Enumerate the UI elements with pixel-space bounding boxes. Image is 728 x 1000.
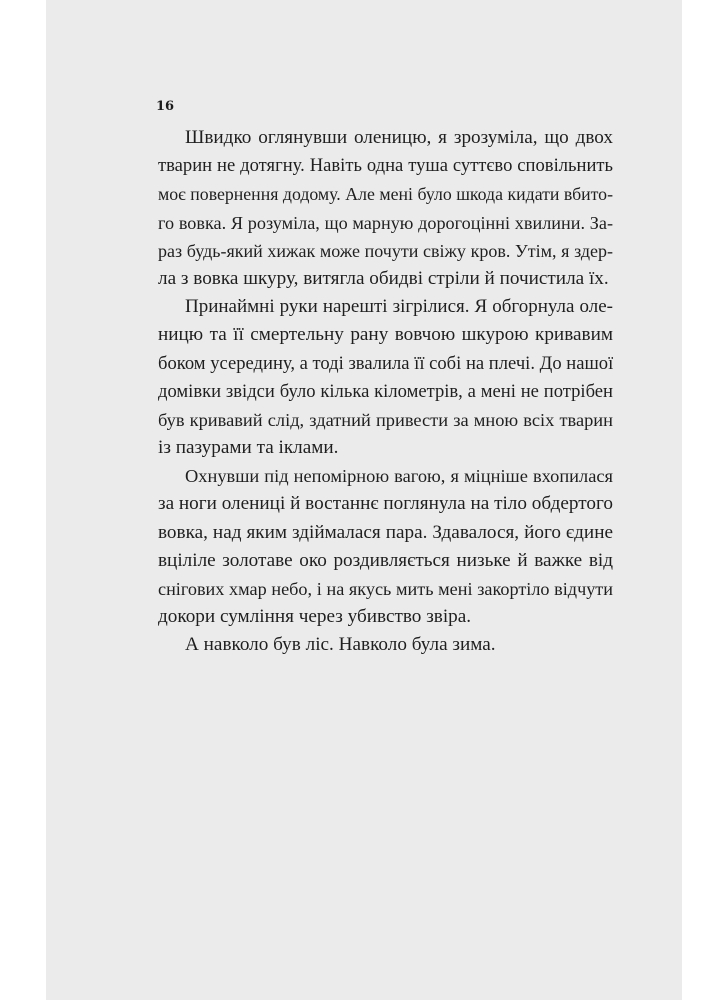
text-line: докори сумління через убивство звіра. xyxy=(158,606,472,628)
text-line: го вовка. Я розуміла, що марную дорогоцінні хвилини. За- xyxy=(158,212,613,233)
paragraph-3 xyxy=(158,462,613,631)
text-line: А навколо був ліс. Навколо була зима. xyxy=(185,634,496,656)
text-line: тварин не дотягну. Навіть одна туша суттєво сповільнить xyxy=(158,155,613,177)
paragraph-2 xyxy=(158,293,613,462)
page-number: 16 xyxy=(156,99,175,114)
body-text xyxy=(158,124,613,660)
paragraph-1 xyxy=(158,124,613,293)
text-line: вціліле золотаве око роздивляється низьке й важке від xyxy=(158,549,613,571)
text-line: був кривавий слід, здатний привести за мною всіх тварин xyxy=(158,409,613,430)
text-line: із пазурами та іклами. xyxy=(158,437,339,459)
text-line: Принаймні руки нарешті зігрілися. Я обгорнула оле- xyxy=(185,296,613,318)
text-line: за ноги олениці й востаннє поглянула на тіло обдертого xyxy=(158,493,613,515)
text-line: раз будь-який хижак може почути свіжу кров. Утім, я здер- xyxy=(158,240,613,261)
text-line: моє повернення додому. Але мені було шкода кидати вбито- xyxy=(158,184,613,205)
text-line: Швидко оглянувши оленицю, я зрозуміла, що двох xyxy=(185,127,613,148)
text-line: вовка, над яким здіймалася пара. Здавалося, його єдине xyxy=(158,521,613,543)
paragraph-4 xyxy=(158,631,613,659)
text-line: ницю та її смертельну рану вовчою шкурою кривавим xyxy=(158,324,613,346)
text-line: Охнувши під непомірною вагою, я міцніше вхопилася xyxy=(185,466,613,487)
text-line: боком усередину, а тоді звалила її собі на плечі. До нашої xyxy=(158,352,613,374)
text-line: ла з вовка шкуру, витягла обидві стріли й почистила їх. xyxy=(158,267,609,289)
text-line: снігових хмар небо, і на якусь мить мені закортіло відчути xyxy=(158,579,613,599)
book-page xyxy=(46,0,682,1000)
text-line: домівки звідси було кілька кілометрів, а мені не потрібен xyxy=(158,380,613,402)
